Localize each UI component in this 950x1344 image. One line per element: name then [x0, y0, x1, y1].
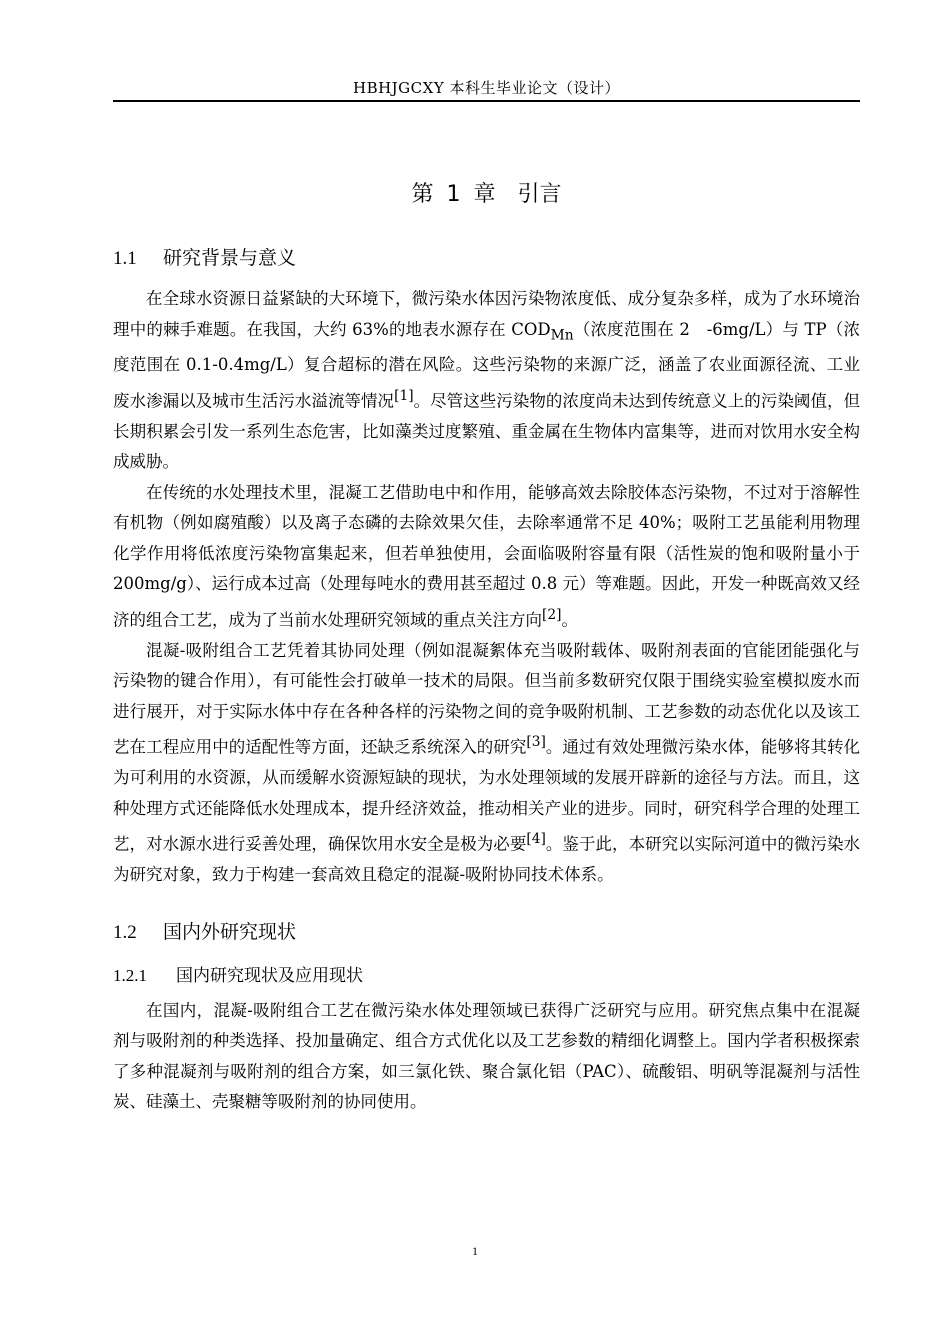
section-heading-1-1 [113, 243, 860, 274]
body-paragraph: 在国内，混凝-吸附组合工艺在微污染水体处理领域已获得广泛研究与应用。研究焦点集中在混凝剂与吸附剂的种类选择、投加量确定、组合方式优化以及工艺参数的精细化调整上。国内学者积极探索了多种混凝剂与吸附剂的组合方案，如三氯化铁、聚合氯化铝（PAC）、硫酸铝、明矾等混凝剂与活性炭、硅藻土、壳聚糖等吸附剂的协同使用。 [113, 1000, 860, 1112]
section-spacer [113, 891, 860, 917]
page-number: 1 [472, 1244, 478, 1258]
section-heading-1-2 [113, 917, 860, 948]
body-paragraph: 混凝-吸附组合工艺凭着其协同处理（例如混凝絮体充当吸附载体、吸附剂表面的官能团能强化与污染物的键合作用），有可能性会打破单一技术的局限。但当前多数研究仅限于围绕实验室模拟废水而进行展开，对于实际水体中存在各种各样的污染物之间的竞争吸附机制、工艺参数的动态优化以及该工艺在工程应用中的适配性等方面，还缺乏系统深入的研究[3]。通过有效处理微污染水体，能够将其转化为可利用的水资源，从而缓解水资源短缺的现状，为水处理领域的发展开辟新的途径与方法。而且，这种处理方式还能降低水处理成本，提升经济效益，推动相关产业的进步。同时，研究科学合理的处理工艺，对水源水进行妥善处理，确保饮用水安全是极为必要[4]。鉴于此，本研究以实际河道中的微污染水为研究对象，致力于构建一套高效且稳定的混凝-吸附协同技术体系。 [113, 640, 861, 885]
running-header: HBHJGCXY 本科生毕业论文（设计） [352, 79, 620, 97]
subsection-title: 国内研究现状及应用现状 [176, 965, 363, 986]
header-rule [113, 100, 860, 102]
subsection-number: 1.2.1 [113, 965, 147, 985]
section-title: 研究背景与意义 [163, 247, 297, 269]
page-body [113, 170, 860, 1118]
section-number: 1.1 [113, 248, 137, 269]
section-number: 1.2 [113, 921, 137, 943]
body-paragraph: 在全球水资源日益紧缺的大环境下，微污染水体因污染物浓度低、成分复杂多样，成为了水环境治理中的棘手难题。在我国，大约 63%的地表水源存在 $COD_{Mn}$（浓度范围在 2 -6mg/L）与 TP（浓度范围在 0.1-0.4mg/L）复合超标的潜在风险。这些污染物的来源广泛，涵盖了农业面源径流、工业废水渗漏以及城市生活污水溢流等情况[1]。尽管这些污染物的浓度尚未达到传统意义上的污染阈值，但长期积累会引发一系列生态危害，比如藻类过度繁殖、重金属在生物体内富集等，进而对饮用水安全构成威胁。 [113, 289, 861, 472]
body-paragraph: 在传统的水处理技术里，混凝工艺借助电中和作用，能够高效去除胶体态污染物，不过对于溶解性有机物（例如腐殖酸）以及离子态磷的去除效果欠佳，去除率通常不足 40%；吸附工艺虽能利用物理化学作用将低浓度污染物富集起来，但若单独使用，会面临吸附容量有限（活性炭的饱和吸附量小于 200mg/g）、运行成本过高（处理每吨水的费用甚至超过 0.8 元）等难题。因此，开发一种既高效又经济的组合工艺，成为了当前水处理研究领域的重点关注方向[2]。 [113, 482, 860, 630]
subsection-heading-1-2-1 [113, 962, 860, 990]
chapter-title: 第 1 章 引言 [411, 182, 562, 207]
section-title: 国内外研究现状 [163, 920, 297, 943]
